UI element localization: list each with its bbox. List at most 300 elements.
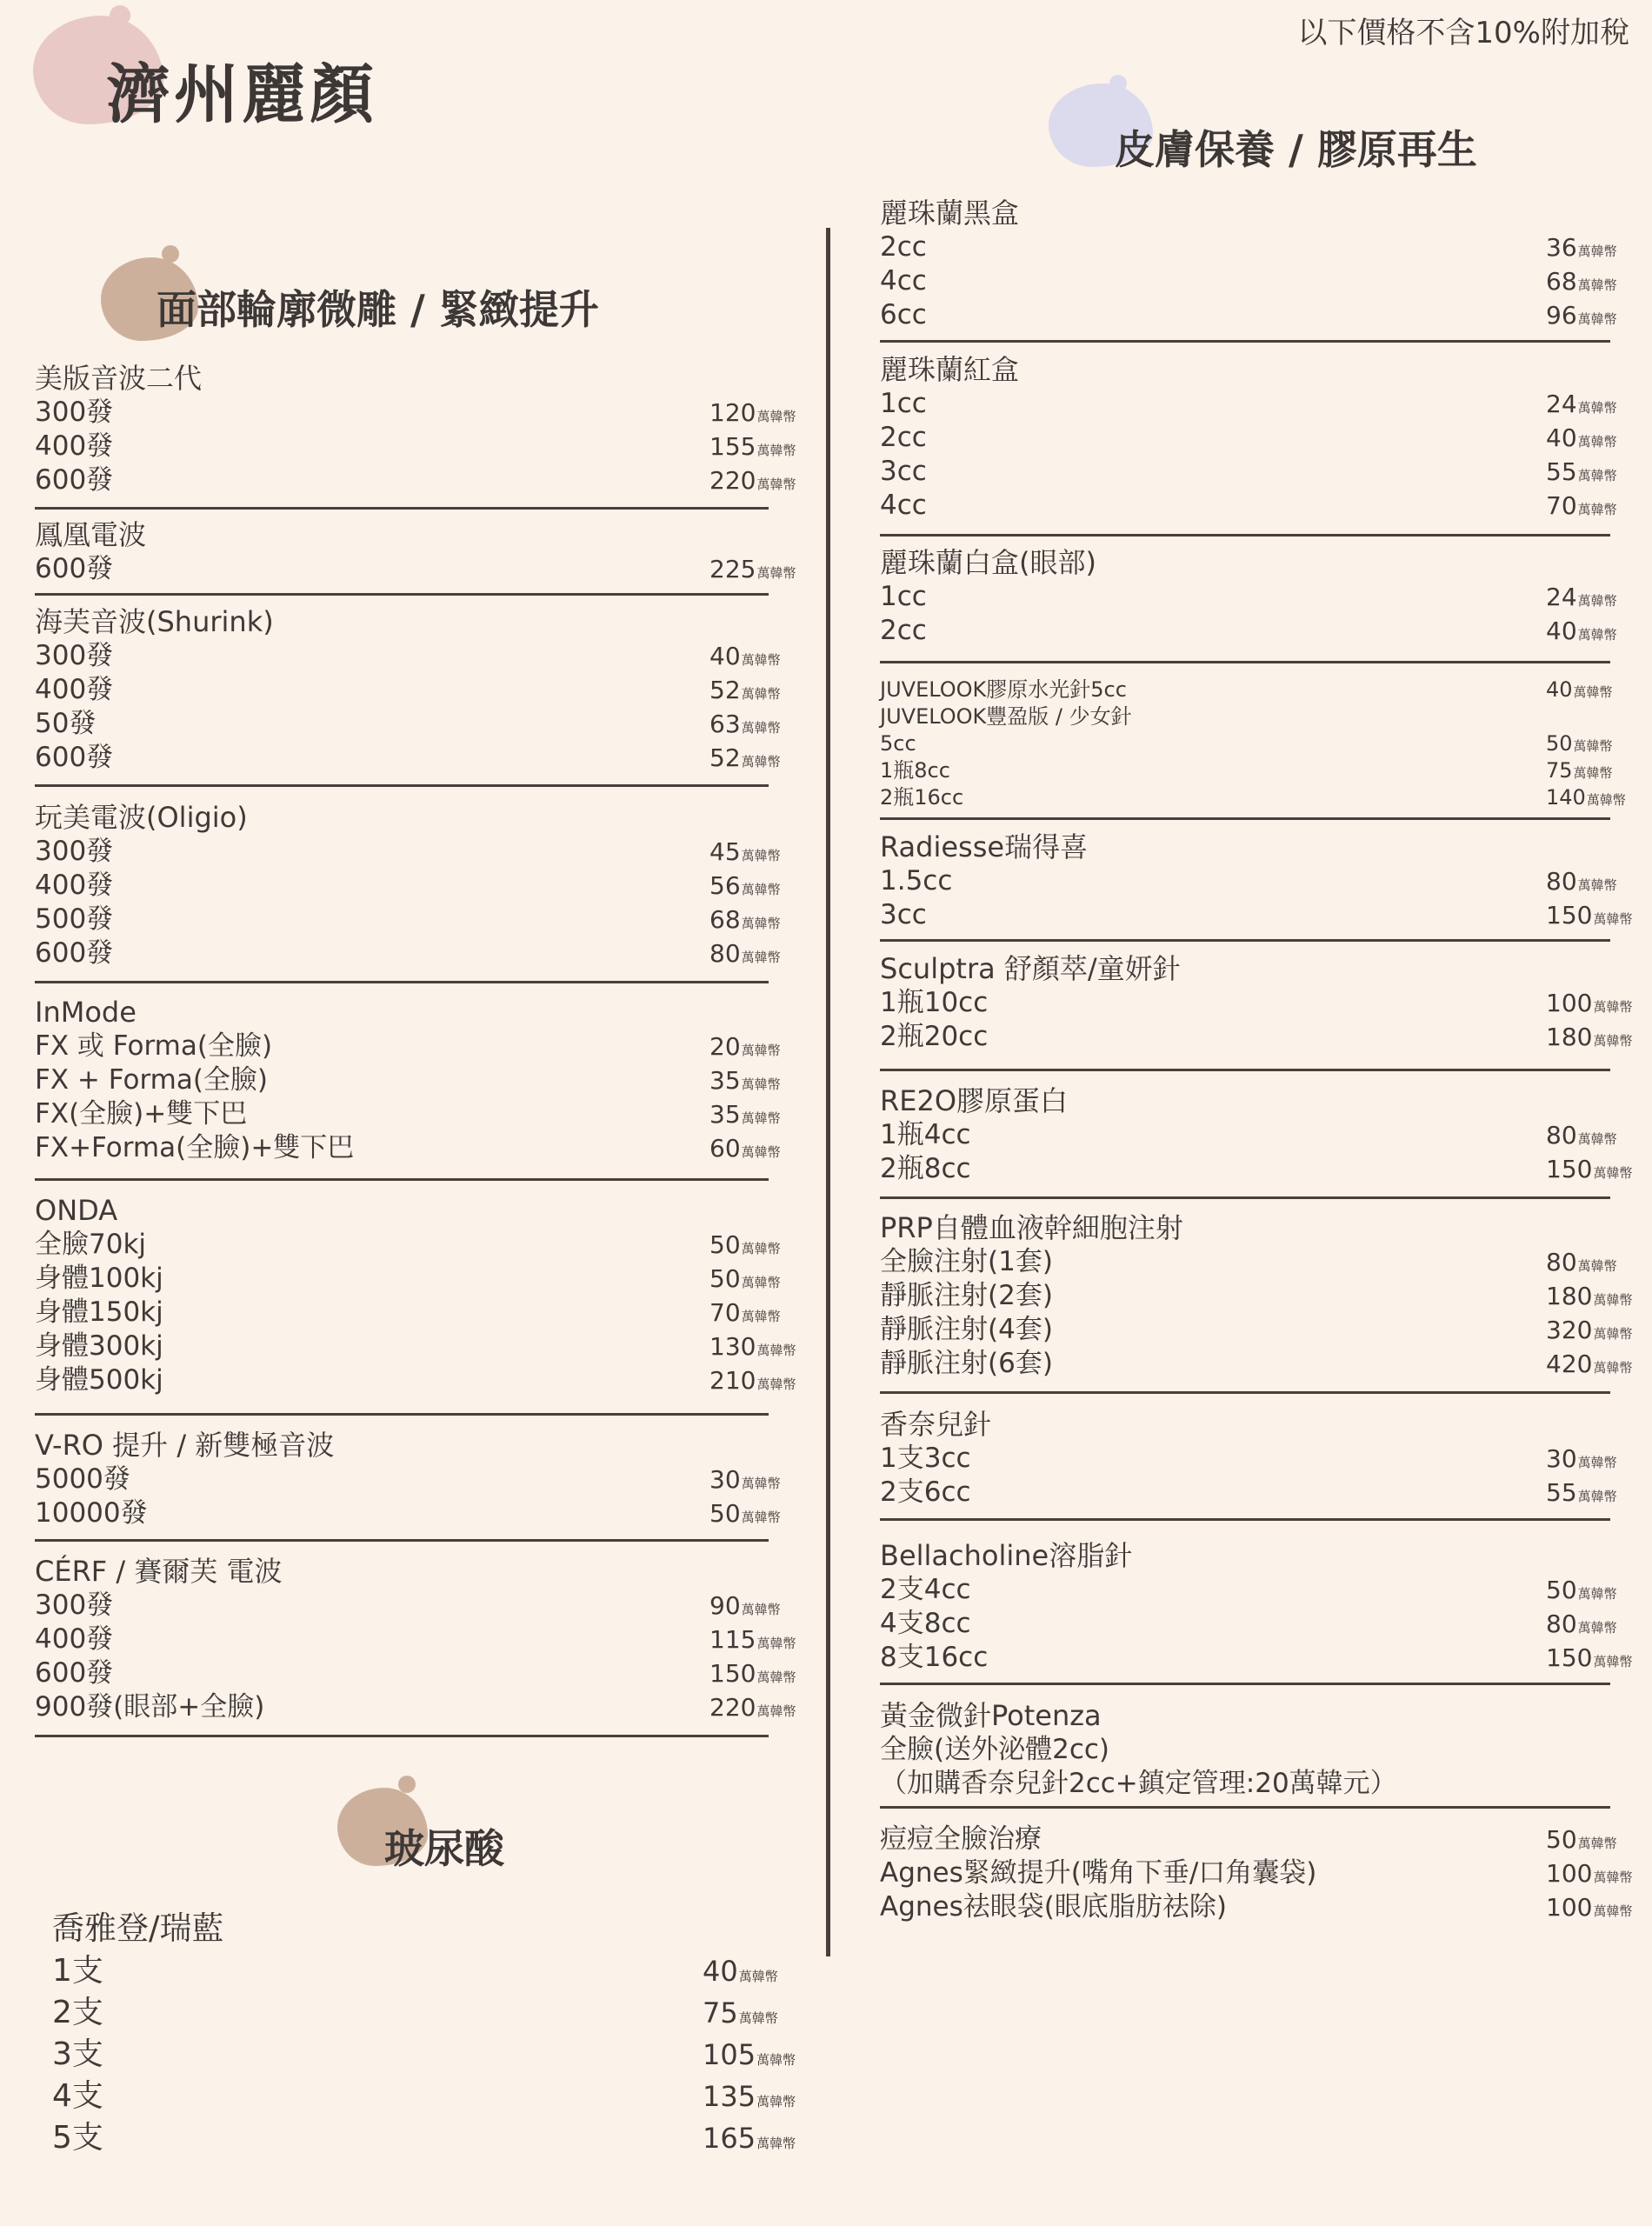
- group-name: 黃金微針Potenza: [880, 1699, 1102, 1732]
- price-value: 220: [709, 466, 756, 495]
- price-value: 100: [1546, 989, 1593, 1017]
- price-unit: 萬韓幣: [1593, 999, 1633, 1015]
- price-value: 210: [709, 1366, 756, 1395]
- price-value: 220: [709, 1693, 756, 1722]
- left-group-1: [35, 518, 796, 586]
- price-value: 150: [1546, 901, 1593, 930]
- price-unit: 萬韓幣: [1577, 502, 1617, 517]
- item-price: [709, 552, 796, 590]
- left-group-6: [35, 1429, 781, 1530]
- price-value: 115: [709, 1625, 756, 1654]
- price-value: 165: [703, 2122, 756, 2155]
- price-unit: 萬韓幣: [1577, 277, 1617, 293]
- item-price: [1546, 1890, 1632, 1929]
- item-label: 全臉70kj: [35, 1229, 147, 1260]
- price-value: 100: [1546, 1893, 1593, 1922]
- price-value: 140: [1546, 785, 1586, 810]
- price-value: 68: [709, 905, 741, 934]
- price-unit: 萬韓幣: [1593, 1033, 1633, 1049]
- section-title-facial-lifting: 面部輪廓微雕 / 緊緻提升: [157, 286, 599, 333]
- price-row: [35, 869, 781, 903]
- price-unit: 萬韓幣: [1577, 1489, 1617, 1504]
- group-divider: [880, 340, 1610, 343]
- price-unit: 萬韓幣: [1577, 1455, 1617, 1470]
- price-row: [880, 230, 1617, 264]
- price-row: [35, 673, 781, 707]
- price-unit: 萬韓幣: [1593, 1903, 1633, 1919]
- price-unit: 萬韓幣: [756, 1376, 796, 1392]
- price-unit: 萬韓幣: [741, 1476, 781, 1491]
- price-value: 75: [703, 1996, 738, 2029]
- price-value: 150: [1546, 1643, 1593, 1672]
- item-label: Agnes緊緻提升(嘴角下垂/口角囊袋): [880, 1857, 1317, 1889]
- item-label: 600發: [35, 742, 114, 773]
- item-price: [1546, 1020, 1632, 1058]
- price-value: 45: [709, 837, 741, 866]
- item-price: [1546, 1152, 1632, 1190]
- item-price: [709, 903, 781, 941]
- price-row: [35, 1296, 781, 1330]
- price-unit: 萬韓幣: [756, 2052, 796, 2068]
- item-label: 身體300kj: [35, 1330, 163, 1362]
- column-divider: [826, 228, 830, 1956]
- item-price: [1546, 730, 1613, 760]
- price-value: 150: [1546, 1155, 1593, 1183]
- group-name: Radiesse瑞得喜: [880, 830, 1089, 863]
- price-unit: 萬韓幣: [741, 950, 781, 965]
- price-row: [880, 1733, 1397, 1767]
- item-label: FX + Forma(全臉): [35, 1064, 269, 1096]
- price-value: 50: [1546, 1576, 1577, 1604]
- group-name: Bellacholine溶脂針: [880, 1539, 1133, 1572]
- price-row: [880, 1573, 1617, 1607]
- item-label: 2支: [52, 1995, 103, 2030]
- item-label: 靜脈注射(6套): [880, 1348, 1053, 1379]
- price-value: 24: [1546, 583, 1577, 611]
- price-row: [35, 396, 796, 430]
- price-unit: 萬韓幣: [1577, 1586, 1617, 1602]
- price-unit: 萬韓幣: [741, 848, 781, 863]
- price-value: 50: [1546, 731, 1573, 756]
- group-divider: [35, 784, 769, 787]
- left-group-2: [35, 605, 781, 775]
- price-row: [880, 898, 1633, 932]
- item-label: 400發: [35, 870, 114, 901]
- item-price: [709, 396, 796, 434]
- price-unit: 萬韓幣: [1593, 911, 1633, 927]
- price-value: 60: [709, 1134, 741, 1163]
- item-price: [1546, 1823, 1617, 1861]
- price-row: [35, 1097, 781, 1131]
- item-label: 2cc: [880, 231, 927, 263]
- item-price: [709, 639, 781, 677]
- section-title-skin-care: 皮膚保養 / 膠原再生: [1115, 126, 1477, 173]
- price-row: [35, 1131, 781, 1165]
- group-name: V-RO 提升 / 新雙極音波: [35, 1429, 335, 1462]
- item-price: [709, 1623, 796, 1661]
- price-row: [880, 1767, 1397, 1801]
- group-name: 海芙音波(Shurink): [35, 605, 274, 638]
- item-price: [1546, 1245, 1617, 1283]
- item-price: [1546, 757, 1613, 787]
- group-divider: [880, 534, 1610, 537]
- item-label: 1支: [52, 1953, 103, 1989]
- price-unit: 萬韓幣: [1577, 434, 1617, 450]
- item-label: 1支3cc: [880, 1443, 971, 1474]
- price-unit: 萬韓幣: [1577, 593, 1617, 609]
- price-value: 150: [709, 1659, 756, 1688]
- item-label: 靜脈注射(2套): [880, 1280, 1053, 1311]
- price-row: [35, 903, 781, 936]
- item-price: [1546, 1313, 1632, 1351]
- price-value: 40: [703, 1955, 738, 1988]
- price-unit: 萬韓幣: [756, 1703, 796, 1719]
- price-value: 56: [709, 871, 741, 900]
- price-value: 52: [709, 676, 741, 704]
- price-value: 135: [703, 2080, 756, 2113]
- price-row: [880, 455, 1617, 489]
- price-value: 90: [709, 1591, 741, 1620]
- group-name: 玩美電波(Oligio): [35, 801, 248, 834]
- item-label: 4cc: [880, 265, 927, 297]
- item-label: 500發: [35, 903, 114, 935]
- price-value: 80: [709, 939, 741, 968]
- price-unit: 萬韓幣: [1577, 1836, 1617, 1851]
- price-row: [35, 1463, 781, 1496]
- item-label: 1瓶4cc: [880, 1119, 971, 1150]
- item-price: [1546, 1856, 1632, 1895]
- price-unit: 萬韓幣: [741, 1510, 781, 1525]
- item-price: [1546, 298, 1617, 337]
- price-row: [35, 936, 781, 970]
- item-price: [1546, 489, 1617, 527]
- item-price: [709, 1097, 781, 1136]
- item-label: 300發: [35, 836, 114, 867]
- item-price: [1546, 1442, 1617, 1480]
- group-name: Sculptra 舒顏萃/童妍針: [880, 952, 1181, 985]
- price-row: [35, 1262, 781, 1296]
- price-value: 40: [1546, 677, 1573, 702]
- group-divider: [35, 1539, 769, 1542]
- item-price: [703, 2117, 796, 2164]
- item-price: [1546, 1607, 1617, 1645]
- item-price: [1546, 455, 1617, 493]
- item-label: 300發: [35, 1590, 114, 1621]
- price-row: [880, 1641, 1633, 1675]
- price-row: [880, 676, 1613, 703]
- price-value: 75: [1546, 758, 1573, 783]
- item-label: 3cc: [880, 899, 927, 930]
- item-label: 600發: [35, 1657, 114, 1689]
- price-row: [35, 1330, 796, 1363]
- right-group-6: [880, 1084, 1633, 1186]
- item-price: [703, 2076, 796, 2123]
- item-price: [709, 1496, 781, 1535]
- price-row: [880, 387, 1617, 421]
- item-price: [709, 1262, 781, 1300]
- price-value: 180: [1546, 1282, 1593, 1310]
- price-row: [35, 1228, 781, 1262]
- group-name: 麗珠蘭黑盒: [880, 197, 1020, 230]
- price-row: [35, 1363, 796, 1397]
- item-label: 4支: [52, 2078, 103, 2114]
- brand-title: 濟州麗顏: [106, 57, 377, 132]
- item-price: [1546, 1118, 1617, 1156]
- price-unit: 萬韓幣: [741, 720, 781, 736]
- item-price: [709, 1330, 796, 1368]
- item-label: 6cc: [880, 299, 927, 330]
- price-unit: 萬韓幣: [738, 1969, 778, 1984]
- price-row: [35, 1030, 781, 1063]
- price-value: 105: [703, 2038, 756, 2071]
- price-unit: 萬韓幣: [1593, 1292, 1633, 1308]
- item-price: [709, 869, 781, 907]
- group-name: 麗珠蘭白盒(眼部): [880, 546, 1096, 579]
- group-divider: [880, 817, 1610, 820]
- price-row: [35, 1496, 781, 1530]
- item-price: [709, 707, 781, 745]
- price-row: [880, 730, 1613, 757]
- decorative-dot: [110, 5, 130, 26]
- price-unit: 萬韓幣: [741, 652, 781, 668]
- price-value: 35: [709, 1066, 741, 1095]
- price-row: [35, 552, 796, 586]
- price-row: [35, 707, 781, 741]
- price-value: 40: [709, 642, 741, 670]
- price-value: 225: [709, 555, 756, 583]
- item-label: 2支6cc: [880, 1476, 971, 1508]
- price-row: [35, 463, 796, 497]
- price-value: 55: [1546, 457, 1577, 486]
- price-unit: 萬韓幣: [1577, 400, 1617, 416]
- price-row: [880, 703, 1132, 730]
- price-value: 30: [1546, 1444, 1577, 1473]
- price-row: [880, 1607, 1617, 1641]
- right-group-7: [880, 1211, 1633, 1381]
- item-label: 2cc: [880, 615, 927, 646]
- price-value: 80: [1546, 1248, 1577, 1276]
- price-row: [35, 1690, 796, 1724]
- price-value: 50: [1546, 1825, 1577, 1854]
- right-group-4: [880, 830, 1633, 932]
- item-label: 5000發: [35, 1463, 130, 1495]
- price-value: 63: [709, 710, 741, 738]
- price-row: [880, 1313, 1633, 1347]
- group-name: 麗珠蘭紅盒: [880, 353, 1020, 386]
- group-name: InMode: [35, 996, 137, 1029]
- price-row: [52, 1992, 778, 2034]
- price-value: 50: [709, 1264, 741, 1293]
- item-price: [1546, 1573, 1617, 1611]
- item-price: [703, 1992, 778, 2039]
- price-unit: 萬韓幣: [1593, 1654, 1633, 1670]
- price-unit: 萬韓幣: [741, 1043, 781, 1058]
- item-price: [709, 673, 781, 711]
- price-row: [880, 1347, 1633, 1381]
- decorative-dot: [1109, 75, 1127, 92]
- item-label: 10000發: [35, 1497, 148, 1529]
- price-row: [880, 1890, 1633, 1924]
- price-row: [880, 1152, 1633, 1186]
- item-label: 400發: [35, 674, 114, 705]
- item-label: 600發: [35, 553, 114, 584]
- item-label: 4cc: [880, 490, 927, 521]
- item-price: [1546, 614, 1617, 652]
- price-row: [35, 639, 781, 673]
- item-label: 2cc: [880, 422, 927, 453]
- item-label: 身體500kj: [35, 1364, 163, 1396]
- group-divider: [880, 661, 1610, 663]
- group-divider: [880, 1069, 1610, 1071]
- price-row: [35, 741, 781, 775]
- price-unit: 萬韓幣: [756, 477, 796, 492]
- item-label: （加購香奈兒針2cc+鎮定管理:20萬韓元）: [880, 1768, 1397, 1799]
- price-row: [880, 757, 1613, 784]
- price-row: [880, 1118, 1617, 1152]
- price-unit: 萬韓幣: [741, 1144, 781, 1160]
- right-group-10: [880, 1699, 1397, 1801]
- group-name: 美版音波二代: [35, 362, 203, 395]
- group-name: 喬雅登/瑞藍: [52, 1909, 224, 1947]
- decorative-dot: [162, 245, 179, 263]
- item-label: 痘痘全臉治療: [880, 1823, 1042, 1855]
- group-name: RE2O膠原蛋白: [880, 1084, 1069, 1117]
- price-unit: 萬韓幣: [1573, 684, 1613, 700]
- tax-note: 以下價格不含10%附加稅: [1297, 16, 1629, 50]
- right-group-11: [880, 1823, 1633, 1924]
- item-price: [709, 1463, 781, 1501]
- price-unit: 萬韓幣: [756, 565, 796, 581]
- price-unit: 萬韓幣: [741, 754, 781, 770]
- price-row: [880, 580, 1617, 614]
- item-label: 50發: [35, 708, 97, 739]
- price-unit: 萬韓幣: [756, 443, 796, 458]
- item-price: [1546, 898, 1632, 936]
- price-value: 180: [1546, 1023, 1593, 1051]
- item-price: [1546, 421, 1617, 459]
- price-value: 96: [1546, 301, 1577, 330]
- decorative-dot: [398, 1776, 416, 1793]
- item-label: 8支16cc: [880, 1642, 989, 1673]
- price-value: 50: [709, 1499, 741, 1528]
- price-value: 40: [1546, 616, 1577, 645]
- item-label: 5支: [52, 2120, 103, 2156]
- right-group-9: [880, 1539, 1633, 1675]
- group-name: 鳳凰電波: [35, 518, 147, 551]
- price-value: 20: [709, 1032, 741, 1061]
- item-price: [709, 1030, 781, 1068]
- price-value: 40: [1546, 423, 1577, 452]
- price-value: 50: [709, 1230, 741, 1259]
- item-price: [1546, 784, 1626, 814]
- item-price: [1546, 230, 1617, 269]
- left-group-3: [35, 801, 781, 970]
- item-label: 400發: [35, 430, 114, 462]
- price-unit: 萬韓幣: [738, 2010, 778, 2026]
- item-label: 900發(眼部+全臉): [35, 1691, 265, 1723]
- item-price: [709, 835, 781, 873]
- price-row: [880, 1442, 1617, 1476]
- price-unit: 萬韓幣: [1577, 877, 1617, 893]
- price-row: [880, 864, 1617, 898]
- price-row: [35, 1063, 781, 1097]
- price-value: 80: [1546, 867, 1577, 896]
- price-unit: 萬韓幣: [756, 409, 796, 424]
- item-label: Agnes祛眼袋(眼底脂肪祛除): [880, 1891, 1227, 1923]
- price-unit: 萬韓幣: [756, 2136, 796, 2151]
- price-value: 80: [1546, 1610, 1577, 1638]
- item-price: [1546, 864, 1617, 903]
- price-row: [880, 784, 1626, 811]
- price-value: 36: [1546, 233, 1577, 262]
- item-price: [1546, 1347, 1632, 1385]
- item-label: 1瓶8cc: [880, 758, 950, 783]
- item-label: FX+Forma(全臉)+雙下巴: [35, 1132, 355, 1163]
- item-label: 2瓶16cc: [880, 785, 964, 810]
- price-value: 52: [709, 743, 741, 772]
- price-row: [880, 1020, 1633, 1054]
- group-divider: [880, 1806, 1610, 1809]
- right-group-5: [880, 952, 1633, 1054]
- item-price: [1546, 580, 1617, 618]
- price-row: [35, 835, 781, 869]
- group-divider: [35, 1413, 769, 1416]
- group-name: 香奈兒針: [880, 1408, 992, 1441]
- right-group-2: [880, 546, 1617, 648]
- price-value: 30: [709, 1465, 741, 1494]
- item-price: [1546, 676, 1613, 706]
- group-divider: [880, 939, 1610, 942]
- price-value: 155: [709, 432, 756, 461]
- item-label: FX(全臉)+雙下巴: [35, 1098, 248, 1130]
- price-unit: 萬韓幣: [756, 1636, 796, 1651]
- left-group-5: [35, 1194, 796, 1397]
- price-value: 24: [1546, 390, 1577, 418]
- price-row: [35, 1623, 796, 1656]
- item-price: [703, 1950, 778, 1997]
- item-price: [709, 1228, 781, 1266]
- price-row: [880, 264, 1617, 298]
- group-divider: [35, 1178, 769, 1181]
- price-value: 70: [709, 1298, 741, 1327]
- right-group-1: [880, 353, 1617, 523]
- price-unit: 萬韓幣: [741, 1275, 781, 1290]
- price-unit: 萬韓幣: [1577, 311, 1617, 327]
- left-group-4: [35, 996, 781, 1165]
- item-price: [709, 1363, 796, 1402]
- price-value: 100: [1546, 1859, 1593, 1888]
- item-price: [1546, 1476, 1617, 1514]
- price-unit: 萬韓幣: [1573, 738, 1613, 754]
- price-unit: 萬韓幣: [756, 1343, 796, 1358]
- price-unit: 萬韓幣: [741, 1241, 781, 1256]
- price-row: [880, 1823, 1617, 1856]
- price-row: [880, 298, 1617, 332]
- section-title-hyaluronic: 玻尿酸: [384, 1825, 504, 1872]
- group-divider: [880, 1391, 1610, 1394]
- item-label: 1cc: [880, 581, 927, 612]
- item-label: 3cc: [880, 456, 927, 487]
- price-value: 55: [1546, 1478, 1577, 1507]
- item-price: [709, 430, 796, 468]
- filler-group: [52, 1907, 796, 2159]
- price-value: 80: [1546, 1121, 1577, 1150]
- group-divider: [880, 1518, 1610, 1521]
- item-label: FX 或 Forma(全臉): [35, 1030, 273, 1062]
- group-divider: [880, 1683, 1610, 1685]
- price-row: [880, 986, 1633, 1020]
- price-unit: 萬韓幣: [1577, 1258, 1617, 1274]
